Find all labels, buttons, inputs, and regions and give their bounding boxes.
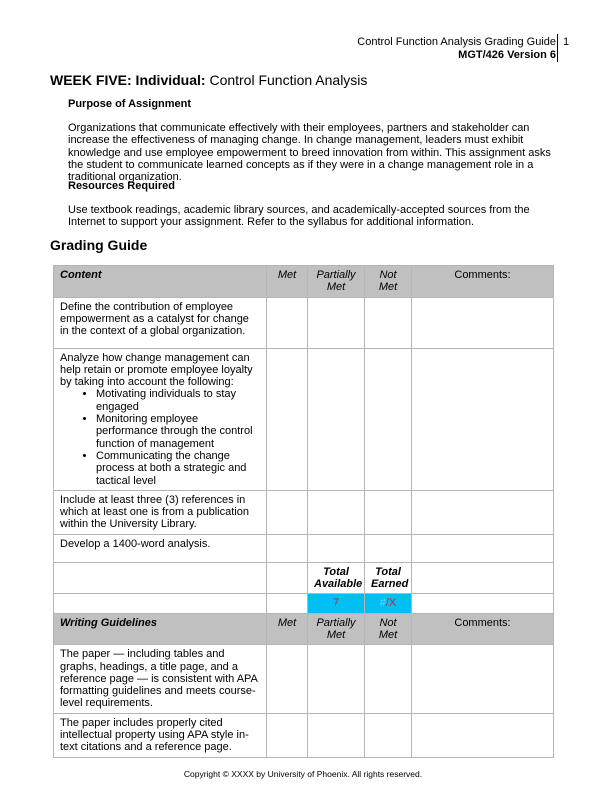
- resources-heading: Resources Required: [68, 180, 175, 192]
- met-cell[interactable]: [267, 645, 308, 713]
- comments-cell[interactable]: [412, 713, 554, 757]
- table-row: [54, 534, 554, 562]
- purpose-heading: Purpose of Assignment: [68, 98, 192, 110]
- comments-cell[interactable]: [412, 645, 554, 713]
- earned-x: X: [388, 597, 397, 610]
- criterion-text: The paper — including tables and graphs, headings, a title page, and a reference page — is consistent with APA formatting guidelines and meets course-level requirements.: [54, 645, 267, 713]
- content-header-label: Content: [54, 266, 267, 298]
- criterion-text: Develop a 1400-word analysis.: [54, 534, 267, 562]
- not-met-cell[interactable]: [365, 645, 412, 713]
- partially-met-cell[interactable]: [308, 713, 365, 757]
- met-cell[interactable]: [267, 534, 308, 562]
- partially-met-cell[interactable]: [308, 297, 365, 348]
- title-text: Control Function Analysis: [205, 72, 368, 88]
- total-available-value: 7: [332, 597, 340, 610]
- partially-met-cell[interactable]: [308, 645, 365, 713]
- table-row: [54, 348, 554, 490]
- totals-value-row: [54, 594, 554, 613]
- not-met-cell[interactable]: [365, 348, 412, 490]
- page-number: 1: [563, 36, 570, 48]
- criterion-cell: [54, 348, 267, 490]
- not-met-cell[interactable]: [365, 713, 412, 757]
- not-met-header: Not Met: [365, 613, 412, 645]
- total-available-value-cell: [308, 594, 365, 613]
- bullet-item: • Monitoring employee performance through the control function of management: [96, 413, 260, 450]
- title-prefix: WEEK FIVE: Individual:: [50, 72, 206, 88]
- grading-guide-heading: Grading Guide: [50, 237, 148, 253]
- copyright-footer: Copyright © XXXX by University of Phoenix. All rights reserved.: [183, 769, 423, 779]
- not-met-header: Not Met: [365, 266, 412, 298]
- total-earned-label: Total Earned: [365, 562, 412, 594]
- met-cell[interactable]: [267, 713, 308, 757]
- header-doc-title: Control Function Analysis Grading Guide: [357, 36, 556, 48]
- partially-met-cell[interactable]: [308, 534, 365, 562]
- met-header: Met: [267, 613, 308, 645]
- table-row: [54, 645, 554, 713]
- partially-met-header: Partially Met: [308, 266, 365, 298]
- comments-cell[interactable]: [412, 348, 554, 490]
- total-earned-value-cell[interactable]: [365, 594, 412, 613]
- earned-separator: /: [385, 597, 389, 610]
- table-row: [54, 490, 554, 534]
- comments-cell[interactable]: [412, 534, 554, 562]
- table-row: [54, 297, 554, 348]
- partially-met-cell[interactable]: [308, 348, 365, 490]
- header-divider: [557, 34, 558, 62]
- met-cell[interactable]: [267, 490, 308, 534]
- empty-cell: [54, 562, 267, 594]
- purpose-body: Organizations that communicate effectively with their employees, partners and stakeholder can increase the effectiveness of managing change. In change management, leaders must exhibit knowledge and use employee empowerment to breed innovation from within. This assignment asks the student to communicate learned concepts as if they were in a change management role in a traditional organization.: [68, 122, 551, 184]
- total-available-label: Total Available: [308, 562, 365, 594]
- running-header: [357, 36, 556, 62]
- empty-cell: [267, 562, 308, 594]
- criterion-text: Define the contribution of employee empowerment as a catalyst for change in the context of a global organization.: [54, 297, 267, 348]
- totals-label-row: [54, 562, 554, 594]
- earned-hash: #: [379, 597, 386, 610]
- page-title: [50, 72, 367, 88]
- comments-cell[interactable]: [412, 490, 554, 534]
- not-met-cell[interactable]: [365, 297, 412, 348]
- grading-table: [53, 265, 554, 758]
- met-header: Met: [267, 266, 308, 298]
- criterion-text: The paper includes properly cited intellectual property using APA style in-text citations and a reference page.: [54, 713, 267, 757]
- criterion-text: Analyze how change management can help retain or promote employee loyalty by taking into account the following:: [60, 351, 253, 389]
- header-version: MGT/426 Version 6: [458, 49, 556, 61]
- not-met-cell[interactable]: [365, 534, 412, 562]
- content-header-row: [54, 266, 554, 298]
- empty-cell: [412, 562, 554, 594]
- bullet-item: • Communicating the change process at both a strategic and tactical level: [96, 450, 260, 487]
- criterion-bullet-list: [60, 388, 260, 486]
- writing-header-label: Writing Guidelines: [54, 613, 267, 645]
- table-row: [54, 713, 554, 757]
- bullet-item: • Motivating individuals to stay engaged: [96, 388, 260, 413]
- met-cell[interactable]: [267, 348, 308, 490]
- comments-header: Comments:: [412, 266, 554, 298]
- criterion-text: Include at least three (3) references in which at least one is from a publication within the University Library.: [54, 490, 267, 534]
- met-cell[interactable]: [267, 297, 308, 348]
- comments-header: Comments:: [412, 613, 554, 645]
- comments-cell[interactable]: [412, 297, 554, 348]
- resources-body: Use textbook readings, academic library sources, and academically-accepted sources from the Internet to support your assignment. Refer to the syllabus for additional information.: [68, 204, 530, 229]
- empty-cell: [267, 594, 308, 613]
- partially-met-cell[interactable]: [308, 490, 365, 534]
- not-met-cell[interactable]: [365, 490, 412, 534]
- empty-cell: [54, 594, 267, 613]
- writing-header-row: [54, 613, 554, 645]
- empty-cell: [412, 594, 554, 613]
- partially-met-header: Partially Met: [308, 613, 365, 645]
